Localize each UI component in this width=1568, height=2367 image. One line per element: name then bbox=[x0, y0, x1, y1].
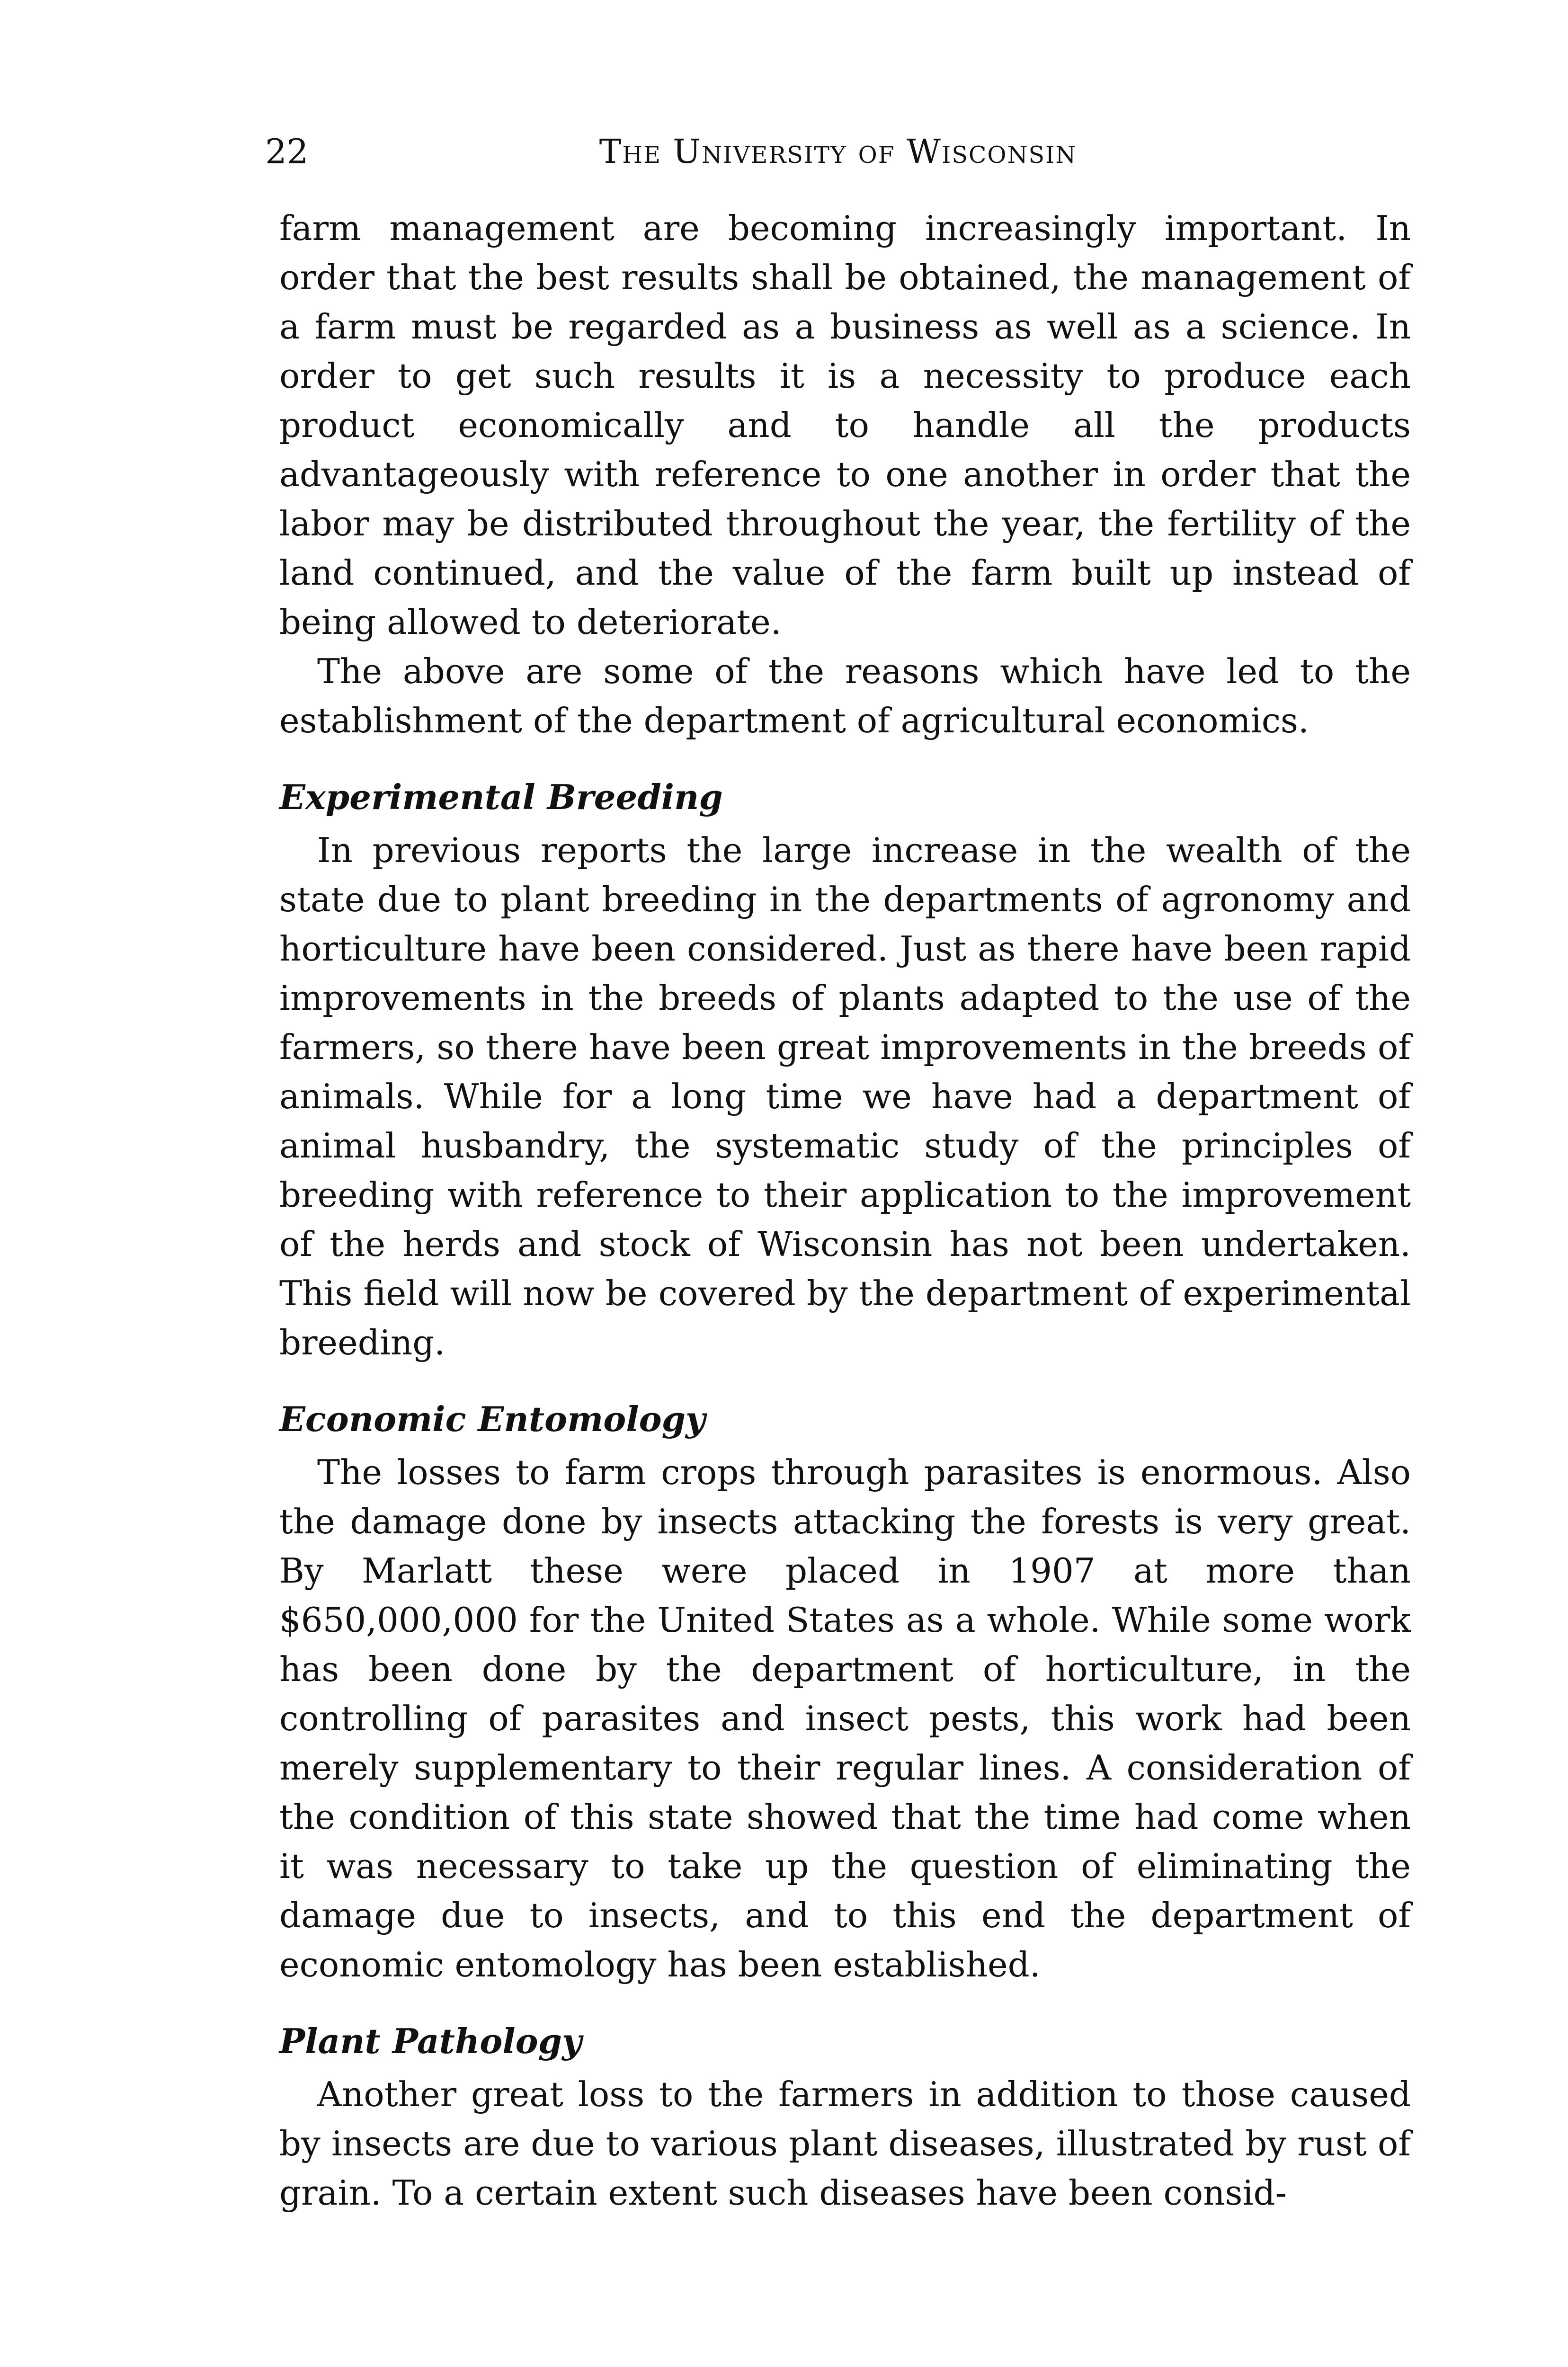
section-heading-economic-entomology: Economic Entomology bbox=[279, 1399, 705, 1439]
section-heading-plant-pathology: Plant Pathology bbox=[279, 2021, 582, 2061]
section-paragraph-economic-entomology: The losses to farm crops through parasites is enormous. Also the damage done by insects attacking the forests is very great. By Marlatt these were placed in 1907 at more than $650,000,000 for the United States as a whole. While some work has been done by the department of horticulture, in the controlling of parasites and insect pests, this work had been merely supplementary to their regular lines. A consideration of the condition of this state showed that the time had come when it was necessary to take up the question of eliminating the damage due to insects, and to this end the department of economic entomology has been established. bbox=[279, 1452, 1411, 1984]
section-paragraph-experimental-breeding: In previous reports the large increase in the wealth of the state due to plant breeding in the departments of agronomy and horticulture have been considered. Just as there have been rapid improvements in the breeds of plants adapted to the use of the farmers, so there have been great improvements in the breeds of animals. While for a long time we have had a department of animal husbandry, the systematic study of the principles of breeding with reference to their application to the improvement of the herds and stock of Wisconsin has not been undertaken. This field will now be covered by the department of experimental breeding. bbox=[279, 830, 1411, 1362]
section-spacer bbox=[279, 2066, 1411, 2070]
section-spacer bbox=[279, 822, 1411, 826]
running-head bbox=[265, 128, 1411, 180]
running-title: The University of Wisconsin bbox=[599, 132, 1077, 171]
section-heading-experimental-breeding: Experimental Breeding bbox=[279, 777, 723, 817]
section-spacer bbox=[279, 1444, 1411, 1448]
intro-paragraph: farm management are becoming increasingly important. In order that the best results shall be obtained, the management of a farm must be regarded as a business as well as a science. In order to get such results it is a necessity to produce each product economically and to handle all the products advantageously with reference to one another in order that the labor may be distributed throughout the year, the fertility of the land continued, and the value of the farm built up instead of being allowed to deteriorate. bbox=[279, 208, 1411, 642]
body-text bbox=[279, 204, 1411, 2217]
page-number: 22 bbox=[265, 132, 309, 171]
summary-paragraph: The above are some of the reasons which have led to the establishment of the department of agricultural economics. bbox=[279, 651, 1411, 740]
section-paragraph-plant-pathology: Another great loss to the farmers in addition to those caused by insects are due to various plant diseases, illustrated by rust of grain. To a certain extent such diseases have been consid- bbox=[279, 2074, 1411, 2213]
